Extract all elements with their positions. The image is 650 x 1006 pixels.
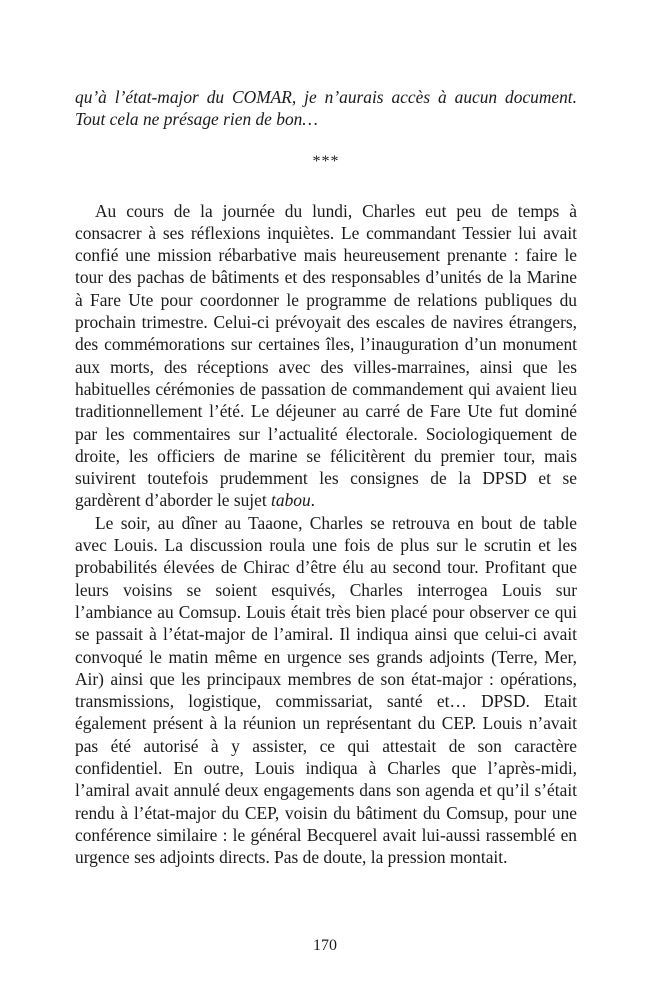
intro-quote: qu’à l’état-major du COMAR, je n’aurais accès à aucun document. Tout cela ne présage rien de bon… <box>75 87 577 130</box>
paragraph-1 <box>75 200 577 512</box>
paragraph-1-text: Au cours de la journée du lundi, Charles eut peu de temps à consacrer à ses réflexions inquiètes. Le commandant Tessier lui avait confié une mission rébarbative mais heureusement prenante : faire le tour des pachas de bâtiments et des responsables d’unités de la Marine à Fare Ute pour coordonner le programme de relations publiques du prochain trimestre. Celui-ci prévoyait des escales de navires étrangers, des commémorations sur certaines îles, l’inauguration d’un monument aux morts, des réceptions avec des villes-marraines, ainsi que les habituelles cérémonies de passation de commandement qui avaient lieu traditionnellement l’été. Le déjeuner au carré de Fare Ute fut dominé par les commentaires sur l’actualité électorale. Sociologiquement de droite, les officiers de marine se félicitèrent du premier tour, mais suivirent toutefois prudemment les consignes de la DPSD et se gardèrent d’aborder le sujet <box>75 200 577 511</box>
paragraph-2 <box>75 512 577 869</box>
page-number: 170 <box>313 937 337 954</box>
paragraph-1-end: . <box>310 490 316 511</box>
paragraph-2-text: Le soir, au dîner au Taaone, Charles se retrouva en bout de table avec Louis. La discussion roula une fois de plus sur le scrutin et les probabilités élevées de Chirac d’être élu au second tour. Profitant que leurs voisins se soient esquivés, Charles interrogea Louis sur l’ambiance au Comsup. Louis était très bien placé pour observer ce qui se passait à l’état-major de l’amiral. Il indiqua ainsi que celui-ci avait convoqué le matin même en urgence ses grands adjoints (Terre, Mer, Air) ainsi que les principaux membres de son état-major : opérations, transmissions, logistique, commissariat, santé et… DPSD. Etait également présent à la réunion un représentant du CEP. Louis n’avait pas été autorisé à y assister, ce qui attestait de son caractère confidentiel. En outre, Louis indiqua à Charles que l’après-midi, l’amiral avait annulé deux engagements dans son agenda et qu’il s’était rendu à l’état-major du CEP, voisin du bâtiment du Comsup, pour une conférence similaire : le général Becquerel avait lui-aussi rassemblé en urgence ses adjoints directs. Pas de doute, la pression montait. <box>75 512 577 868</box>
page-body <box>75 86 577 869</box>
paragraph-1-italic-word: tabou <box>271 490 311 511</box>
section-separator: *** <box>312 152 340 170</box>
